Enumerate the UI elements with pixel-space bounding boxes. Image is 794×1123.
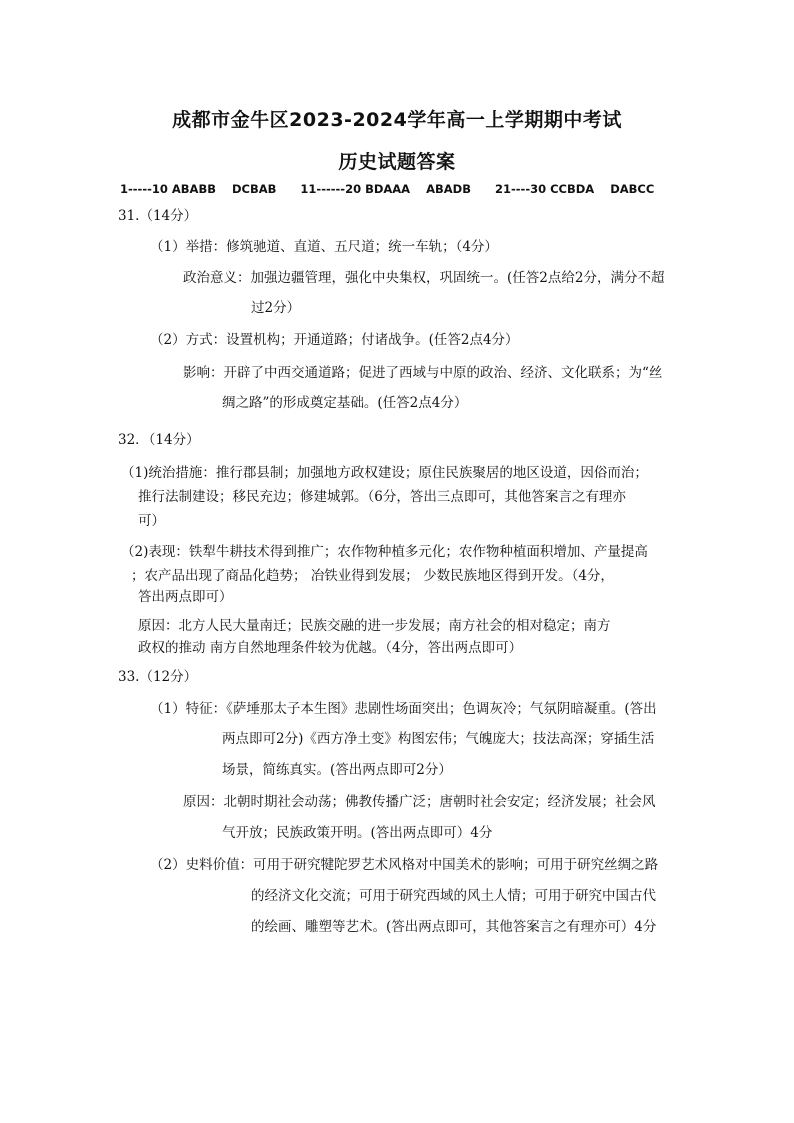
- question-31-heading: 31.（14分）: [118, 208, 198, 224]
- question-31-political-significance: 政治意义：加强边疆管理，强化中央集权，巩固统一。(任答2点给2分，满分不超: [183, 270, 665, 286]
- question-32-heading: 32．（14分）: [118, 432, 200, 448]
- question-31-impact-cont: 绸之路”的形成奠定基础。(任答2点4分）: [222, 395, 468, 411]
- question-32-part1-cont: 推行法制建设；移民充边；修建城郭。（6分，答出三点即可，其他答案言之有理亦: [138, 489, 626, 505]
- question-32-reasons-cont: 政权的推动 南方自然地理条件较为优越。（4分，答出两点即可）: [138, 640, 523, 656]
- question-32-part2: （2)表现：铁犁牛耕技术得到推广；农作物种植多元化；农作物种植面积增加、产量提高: [121, 544, 648, 560]
- multiple-choice-answers: 1-----10 ABABB DCBAB 11------20 BDAAA ABADB 21----30 CCBDA DABCC: [120, 182, 655, 196]
- question-31-impact: 影响：开辟了中西交通道路；促进了西域与中原的政治、经济、文化联系；为“丝: [183, 365, 663, 381]
- question-33-part1-cont: 场景，简练真实。(答出两点即可2分）: [222, 762, 452, 778]
- question-31-political-significance-cont: 过2分）: [251, 300, 301, 316]
- question-33-part1-cont: 两点即可2分)《西方净土变》构图宏伟；气魄庞大；技法高深；穿插生活: [222, 731, 655, 747]
- question-32-part2-cont: ；农产品出现了商品化趋势； 冶铁业得到发展； 少数民族地区得到开发。（4分，: [131, 568, 614, 584]
- question-33-part2-cont: 的经济文化交流；可用于研究西域的风土人情；可用于研究中国古代: [251, 888, 656, 904]
- question-32-reasons: 原因：北方人民大量南迁；民族交融的进一步发展；南方社会的相对稳定；南方: [138, 618, 611, 634]
- question-33-part1: （1）特征：《萨埵那太子本生图》悲剧性场面突出；色调灰冷；气氛阴暗凝重。(答出: [150, 701, 657, 717]
- exam-subtitle: 历史试题答案: [338, 151, 456, 173]
- question-31-part1: （1）举措：修筑驰道、直道、五尺道；统一车轨；（4分）: [150, 239, 498, 255]
- exam-title: 成都市金牛区2023-2024学年高一上学期期中考试: [172, 109, 622, 131]
- question-33-heading: 33.（12分）: [118, 669, 198, 685]
- question-33-part2-cont: 的绘画、雕塑等艺术。(答出两点即可，其他答案言之有理亦可）4分: [251, 919, 657, 935]
- question-32-part2-cont: 答出两点即可）: [138, 589, 233, 605]
- question-33-part2: （2）史料价值：可用于研究犍陀罗艺术风格对中国美术的影响；可用于研究丝绸之路: [150, 857, 659, 873]
- question-32-part1: （1)统治措施：推行郡县制；加强地方政权建设；原住民族聚居的地区设道，因俗而治；: [121, 465, 648, 481]
- question-31-part2: （2）方式：设置机构；开通道路；付诸战争。(任答2点4分）: [150, 332, 519, 348]
- question-32-part1-cont: 可）: [138, 513, 165, 529]
- question-33-reasons: 原因：北朝时期社会动荡；佛教传播广泛；唐朝时社会安定；经济发展；社会风: [183, 794, 656, 810]
- question-33-reasons-cont: 气开放；民族政策开明。(答出两点即可）4分: [222, 825, 493, 841]
